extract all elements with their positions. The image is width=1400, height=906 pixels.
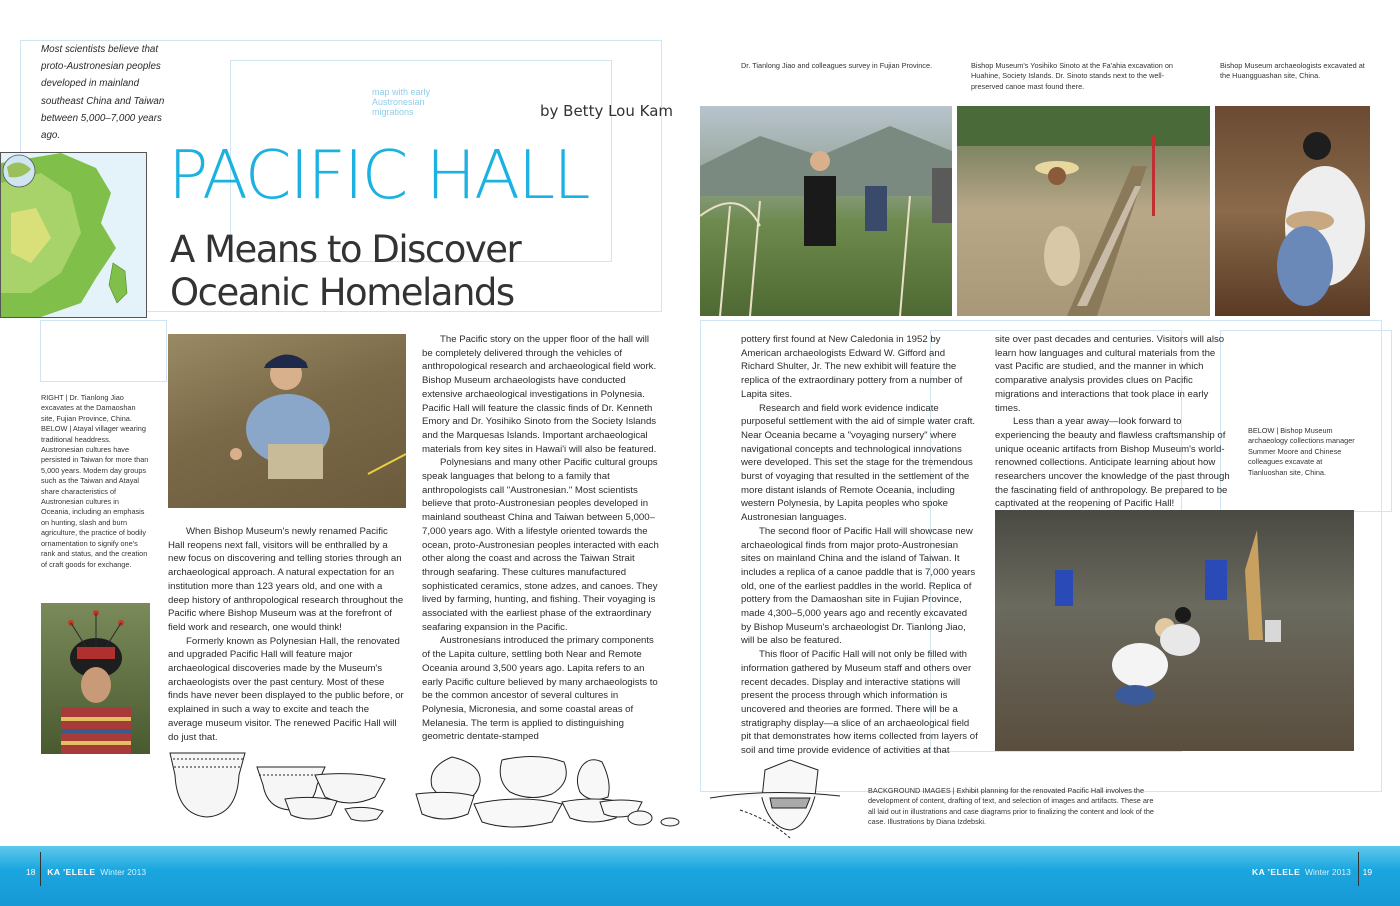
photo-fujian-survey	[700, 106, 952, 316]
right-caption: BELOW | Bishop Museum archaeology collections manager Summer Moore and Chinese colleagues excavate at Tianluoshan site, China.	[1248, 426, 1355, 477]
issue-right: Winter 2013	[1304, 867, 1351, 877]
photo-jiao-excavating	[168, 334, 406, 508]
article-paragraph: When Bishop Museum's newly renamed Pacific Hall reopens next fall, visitors will be enthralled by a new focus on discovering and telling stories through an archaeological approach. A natural expectation for an institution more than 123 years old, and one with a deep history of anthropological research throughout the Pacific where Bishop Museum was at the forefront of field work and research, one would think!	[168, 526, 404, 633]
page-subtitle: A Means to Discover Oceanic Homelands	[170, 228, 521, 314]
article-paragraph: Research and field work evidence indicate purposeful settlement with the aid of simple water craft. Near Oceania became a "voyaging nursery" where navigational concepts and technological innovations were developed. This set the stage for the tremendous burst of voyaging that resulted in the settlement of the more distant islands of Remote Oceania, including western Polynesia, by Lapita peoples who spoke Austronesian languages.	[741, 402, 976, 524]
caption-top-photo-3: Bishop Museum archaeologists excavated at the Huangguashan site, China.	[1220, 61, 1365, 81]
migration-map	[0, 152, 147, 318]
article-paragraph: Austronesians introduced the primary components of the Lapita culture, settling both Near and Remote Oceania around 3,500 years ago. Lapita refers to an early Pacific culture believed by many archaeologists to be the common ancestor of several cultures in Polynesia, Micronesia, and some coastal areas of Melanesia. The term is applied to distinguishing geometric dentate-stamped	[422, 635, 658, 743]
article-column-4	[995, 333, 1233, 511]
article-paragraph: Polynesians and many other Pacific cultural groups speak languages that belong to a family that anthropologists call "Austronesian." Most scientists believe that proto-Austronesian peoples developed in mainland southeast China and Taiwan between 5,000–7,000 years ago. With a lifestyle oriented towards the ocean, proto-Austronesian peoples interacted with each other along the coast and across the Taiwan Strait through seafaring. These cultures manufactured sophisticated ceramics, stone adzes, and canoes. They lived by farming, hunting, and fishing. Their voyaging is associated with the earliest phase of the extraordinary seafaring expansion in the Pacific.	[422, 457, 659, 633]
byline: by Betty Lou Kam	[540, 102, 674, 120]
footer-left	[26, 867, 146, 877]
footer-right	[1252, 867, 1372, 877]
background-diagram	[40, 320, 167, 382]
article-paragraph: This floor of Pacific Hall will not only be filled with information gathered by Museum staff and others over recent decades. Display and interactive stations will present the process through which information is uncovered and theories are formed. There will be a stratigraphy display—a slice of an archaeological field pit that demonstrates how items collected from layers of soil and time provide evidence of activities at that	[741, 649, 978, 757]
article-column-2	[422, 333, 660, 744]
artifact-illustration	[710, 758, 850, 848]
publication-name-right: KA 'ELELE	[1252, 867, 1301, 877]
publication-name-left: KA 'ELELE	[47, 867, 96, 877]
page-number-left: 18	[26, 867, 36, 877]
article-paragraph: The Pacific story on the upper floor of the hall will be completely delivered through the vehicles of anthropological research and archaeological field work. Bishop Museum archaeologists have conducted extensive archaeological investigations in Polynesia. Pacific Hall will feature the classic finds of Dr. Kenneth Emory and Dr. Yosihiko Sinoto from the Society Islands and the Marquesas Islands. Important archaeological materials from key sites in Hawai'i will also be featured.	[422, 334, 657, 455]
photo-huangguashan	[1215, 106, 1370, 316]
left-caption: RIGHT | Dr. Tianlong Jiao excavates at the Damaoshan site, Fujian Province, China. BELOW | Atayal villager wearing traditional headdress. Austronesian cultures have persisted in Taiwan for more than 5,000 years. Modern day groups such as the Taiwan and Atayal share characteristics of Austronesian cultures in Oceania, including an emphasis on hunting, slash and burn agriculture, the practice of bodily ornamentation to signify one's rank and status, and the creation of craft goods for exchange.	[41, 393, 149, 569]
photo-tianluoshan	[995, 510, 1354, 751]
issue-left: Winter 2013	[100, 867, 147, 877]
water-band	[0, 846, 1400, 906]
background-caption: BACKGROUND IMAGES | Exhibit planning for the renovated Pacific Hall involves the development of content, drafting of text, and selection of images and artifacts. These are all laid out in illustrations and case diagrams prior to finalizing the content and look of the case. Illustrations by Diana Izdebski.	[868, 786, 1154, 827]
article-paragraph: Formerly known as Polynesian Hall, the renovated and upgraded Pacific Hall will feature major archaeological discoveries made by the Museum's archaeologists over the past century. Most of these finds have never been displayed to the public before, or explained in such a way to excite and teach the average museum visitor. The renewed Pacific Hall will do just that.	[168, 635, 404, 743]
caption-top-photo-1: Dr. Tianlong Jiao and colleagues survey in Fujian Province.	[741, 61, 933, 70]
pottery-illustration	[412, 752, 682, 832]
article-paragraph: The second floor of Pacific Hall will showcase new archaeological finds from major proto-Austronesian sites on mainland China and the island of Taiwan. It includes a replica of a canoe paddle that is 7,000 years old, one of the earliest paddles in the world. Replica of pottery from the Damaoshan site in Fujian Province, made 4,300–5,000 years ago and recently excavated by Bishop Museum's archaeologist Dr. Tianlong Jiao, will be also be featured.	[741, 525, 976, 647]
caption-top-photo-2: Bishop Museum's Yosihiko Sinoto at the Fa'ahia excavation on Huahine, Society Islands. Dr. Sinoto stands next to the well-preserved canoe mast found there.	[971, 61, 1173, 91]
page-title: PACIFIC HALL	[168, 136, 589, 214]
map-label: map with early Austronesian migrations	[372, 87, 431, 117]
photo-sinoto-excavation	[957, 106, 1210, 316]
photo-atayal-villager	[41, 603, 150, 754]
background-diagram	[1220, 330, 1392, 512]
article-column-3	[741, 333, 979, 758]
article-paragraph: site over past decades and centuries. Visitors will also learn how languages and cultural materials from the vast Pacific are studied, and the manner in which comparative analysis provides clues on Pacific migrations and interactions that took place in early times.	[995, 334, 1225, 414]
pottery-illustration	[165, 745, 395, 823]
article-paragraph: Less than a year away—look forward to experiencing the beauty and flawless craftsmanship of unique oceanic artifacts from Bishop Museum's world-renowned collections. Anticipate learning about how researchers uncover the knowledge of the past through the fascinating field of anthropology. Be prepared to be captivated at the reopening of Pacific Hall!	[995, 416, 1230, 510]
page-number-right: 19	[1362, 867, 1373, 877]
article-column-1	[168, 525, 406, 744]
article-paragraph: pottery first found at New Caledonia in 1952 by American archaeologists Edward W. Gifford and Richard Shulter, Jr. The new exhibit will feature the replica of the extraordinary pottery from a number of Lapita sites.	[741, 334, 963, 400]
intro-quote: Most scientists believe that proto-Austronesian peoples developed in mainland southeast China and Taiwan between 5,000–7,000 years ago.	[41, 44, 165, 142]
